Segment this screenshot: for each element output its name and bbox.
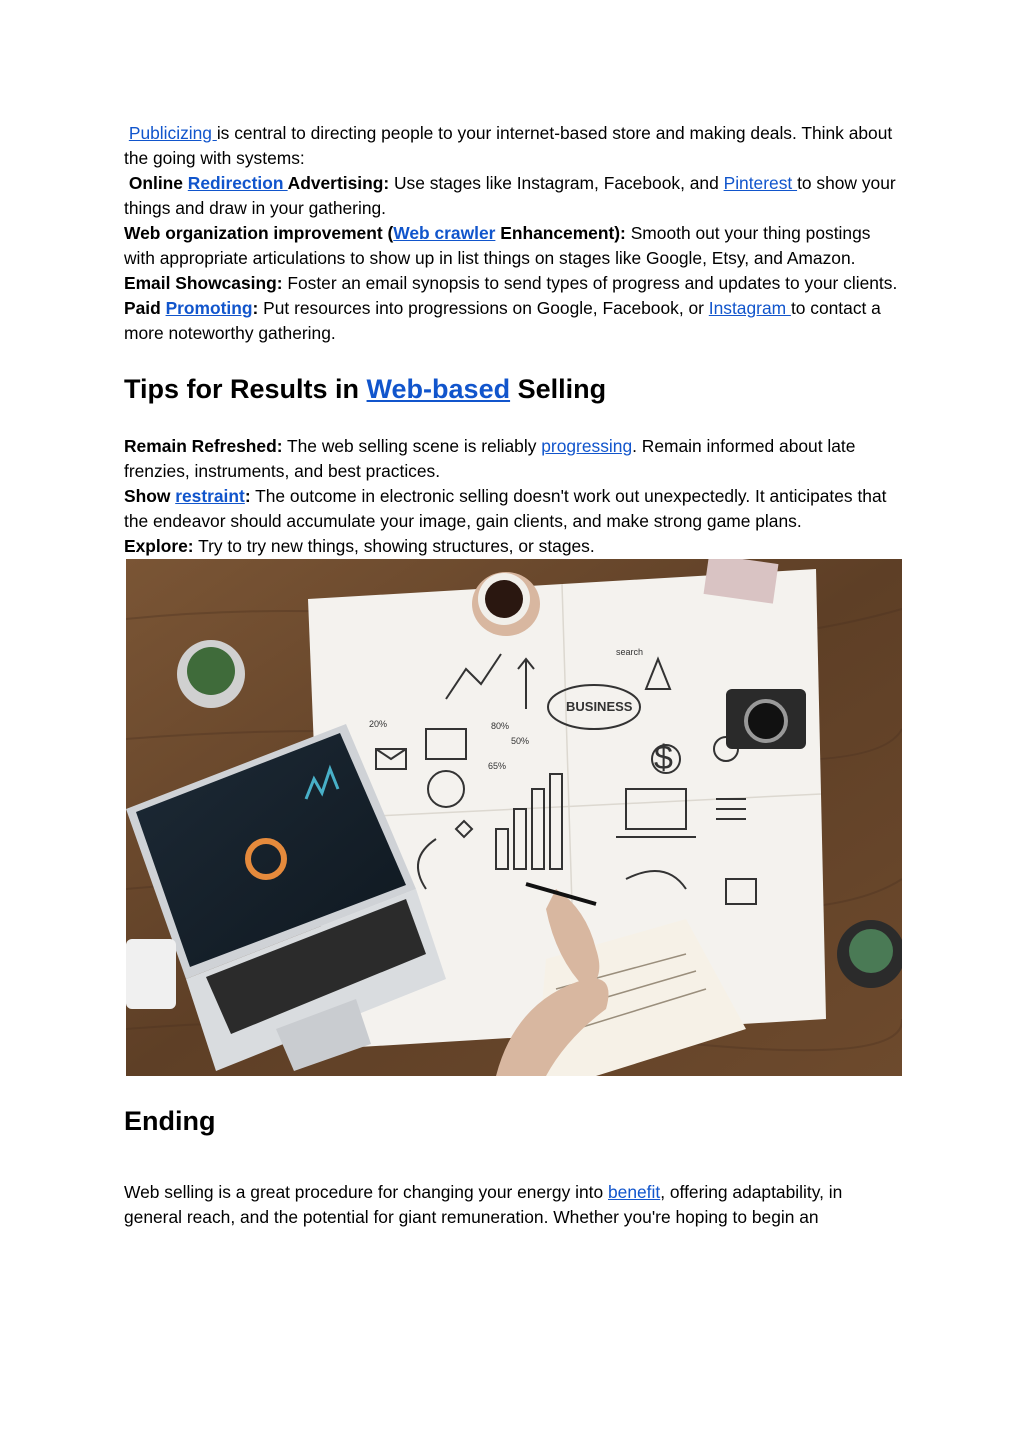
- sketch-business-label: BUSINESS: [566, 699, 633, 714]
- paid-promoting-item: Paid Promoting: Put resources into progressions on Google, Facebook, or Instagram to contact a more noteworthy gathering.: [124, 298, 881, 343]
- online-advertising-item: Online Redirection Advertising: Use stages like Instagram, Facebook, and Pinterest to show your things and draw in your gathering.: [124, 173, 896, 218]
- pinterest-link[interactable]: Pinterest: [723, 173, 798, 193]
- dollar-sketch: $: [654, 739, 673, 777]
- publicizing-link[interactable]: Publicizing: [128, 123, 217, 143]
- redirection-link[interactable]: Redirection: [187, 173, 288, 193]
- seo-item: Web organization improvement (Web crawler Enhancement): Smooth out your thing postings with appropriate articulations to show up in list things on stages like Google, Etsy, and Amazon.: [124, 223, 871, 268]
- restraint-item: Show restraint: The outcome in electronic selling doesn't work out unexpectedly. It anticipates that the endeavor should accumulate your image, gain clients, and make strong game plans.: [124, 486, 887, 531]
- sketch-percent-b: 80%: [491, 721, 510, 731]
- sketch-percent-c: 50%: [511, 736, 530, 746]
- promoting-link[interactable]: Promoting: [165, 298, 253, 318]
- white-camera: [126, 939, 176, 1009]
- email-item: Email Showcasing: Foster an email synopsis to send types of progress and updates to your clients.: [124, 273, 898, 293]
- sketch-percent-d: 65%: [488, 761, 507, 771]
- ending-heading: Ending: [124, 1106, 216, 1136]
- benefit-link[interactable]: benefit: [608, 1182, 661, 1202]
- ending-paragraph: Web selling is a great procedure for changing your energy into benefit, offering adaptability, in general reach, and the potential for giant remuneration. Whether you're hoping to begin an: [124, 1182, 843, 1227]
- refreshed-item: Remain Refreshed: The web selling scene is reliably progressing. Remain informed about late frenzies, instruments, and best practices.: [124, 436, 856, 481]
- web-based-link[interactable]: Web-based: [366, 374, 511, 404]
- sketch-percent-a: 20%: [369, 719, 388, 729]
- article-body: [124, 121, 904, 1230]
- desk-illustration: [126, 559, 902, 1076]
- restraint-link[interactable]: restraint: [175, 486, 245, 506]
- instagram-link[interactable]: Instagram: [708, 298, 791, 318]
- progressing-link[interactable]: progressing: [541, 436, 633, 456]
- tips-heading: Tips for Results in Web-based Selling: [124, 374, 607, 404]
- intro-paragraph: Publicizing is central to directing people to your internet-based store and making deals. Think about the going with systems:: [124, 123, 893, 168]
- sketch-search-label: search: [616, 647, 644, 657]
- explore-item: Explore: Try to try new things, showing structures, or stages.: [124, 536, 595, 556]
- web-crawler-link[interactable]: Web crawler: [393, 223, 496, 243]
- business-desk-photo: [126, 559, 902, 1076]
